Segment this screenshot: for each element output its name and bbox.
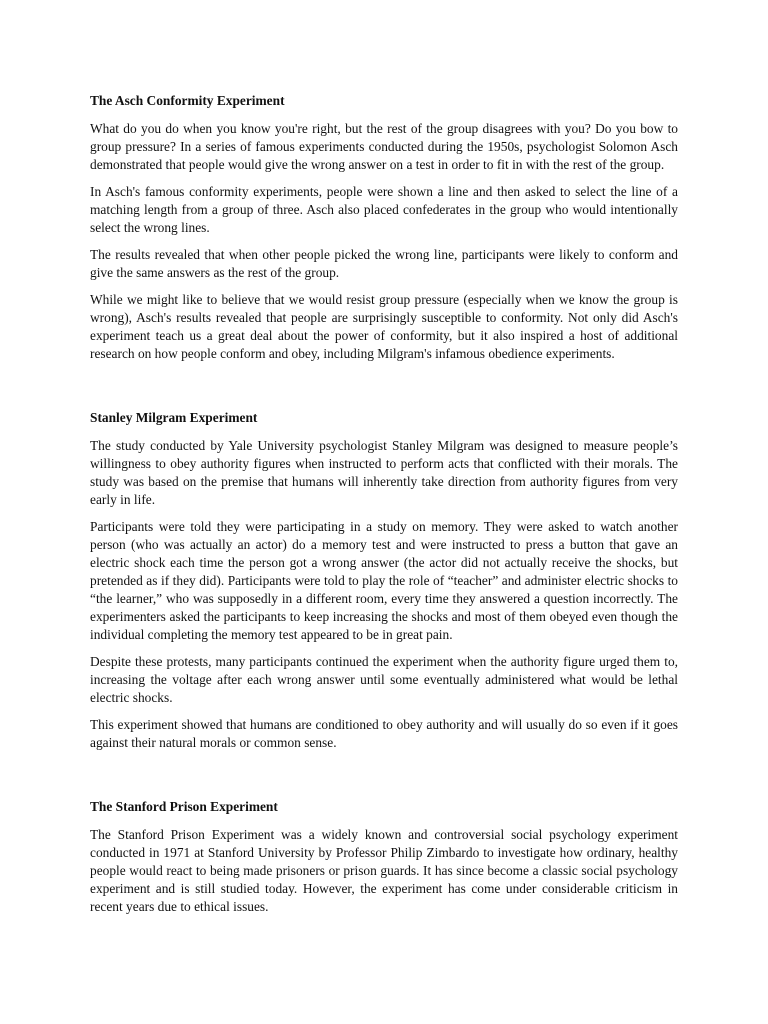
document-page (90, 92, 678, 916)
section-heading: The Asch Conformity Experiment (90, 93, 285, 108)
paragraph: This experiment showed that humans are conditioned to obey authority and will usually do so even if it goes against their natural morals or common sense. (90, 717, 678, 750)
paragraph: While we might like to believe that we would resist group pressure (especially when we know the group is wrong), Asch's results revealed that people are surprisingly susceptible to conformity. Not only did Asch's experiment teach us a great deal about the power of conformity, but it also inspired a host of additional research on how people conform and obey, including Milgram's infamous obedience experiments. (90, 292, 678, 361)
section-stanford-prison (90, 798, 678, 916)
section-asch (90, 92, 678, 363)
section-heading: Stanley Milgram Experiment (90, 410, 258, 425)
paragraph: The results revealed that when other people picked the wrong line, participants were likely to conform and give the same answers as the rest of the group. (90, 247, 678, 280)
paragraph: Despite these protests, many participants continued the experiment when the authority figure urged them to, increasing the voltage after each wrong answer until some eventually administered what would be lethal electric shocks. (90, 654, 678, 705)
paragraph: What do you do when you know you're right, but the rest of the group disagrees with you? Do you bow to group pressure? In a series of famous experiments conducted during the 1950s, psychologist Solomon Asch demonstrated that people would give the wrong answer on a test in order to fit in with the rest of the group. (90, 121, 678, 172)
paragraph: The study conducted by Yale University psychologist Stanley Milgram was designed to measure people’s willingness to obey authority figures when instructed to perform acts that conflicted with their morals. The study was based on the premise that humans will inherently take direction from authority figures from very early in life. (90, 438, 678, 507)
paragraph: In Asch's famous conformity experiments, people were shown a line and then asked to select the line of a matching length from a group of three. Asch also placed confederates in the group who would intentionally select the wrong lines. (90, 184, 678, 235)
section-milgram (90, 409, 678, 752)
paragraph: The Stanford Prison Experiment was a widely known and controversial social psychology experiment conducted in 1971 at Stanford University by Professor Philip Zimbardo to investigate how ordinary, healthy people would react to being made prisoners or prison guards. It has since become a classic social psychology experiment and is still studied today. However, the experiment has come under considerable criticism in recent years due to ethical issues. (90, 827, 678, 914)
paragraph: Participants were told they were participating in a study on memory. They were asked to watch another person (who was actually an actor) do a memory test and were instructed to press a button that gave an electric shock each time the person got a wrong answer (the actor did not actually receive the shocks, but pretended as if they did). Participants were told to play the role of “teacher” and administer electric shocks to “the learner,” who was supposedly in a different room, every time they answered a question incorrectly. The experimenters asked the participants to keep increasing the shocks and most of them obeyed even though the individual completing the memory test appeared to be in great pain. (90, 519, 678, 642)
section-heading: The Stanford Prison Experiment (90, 799, 278, 814)
